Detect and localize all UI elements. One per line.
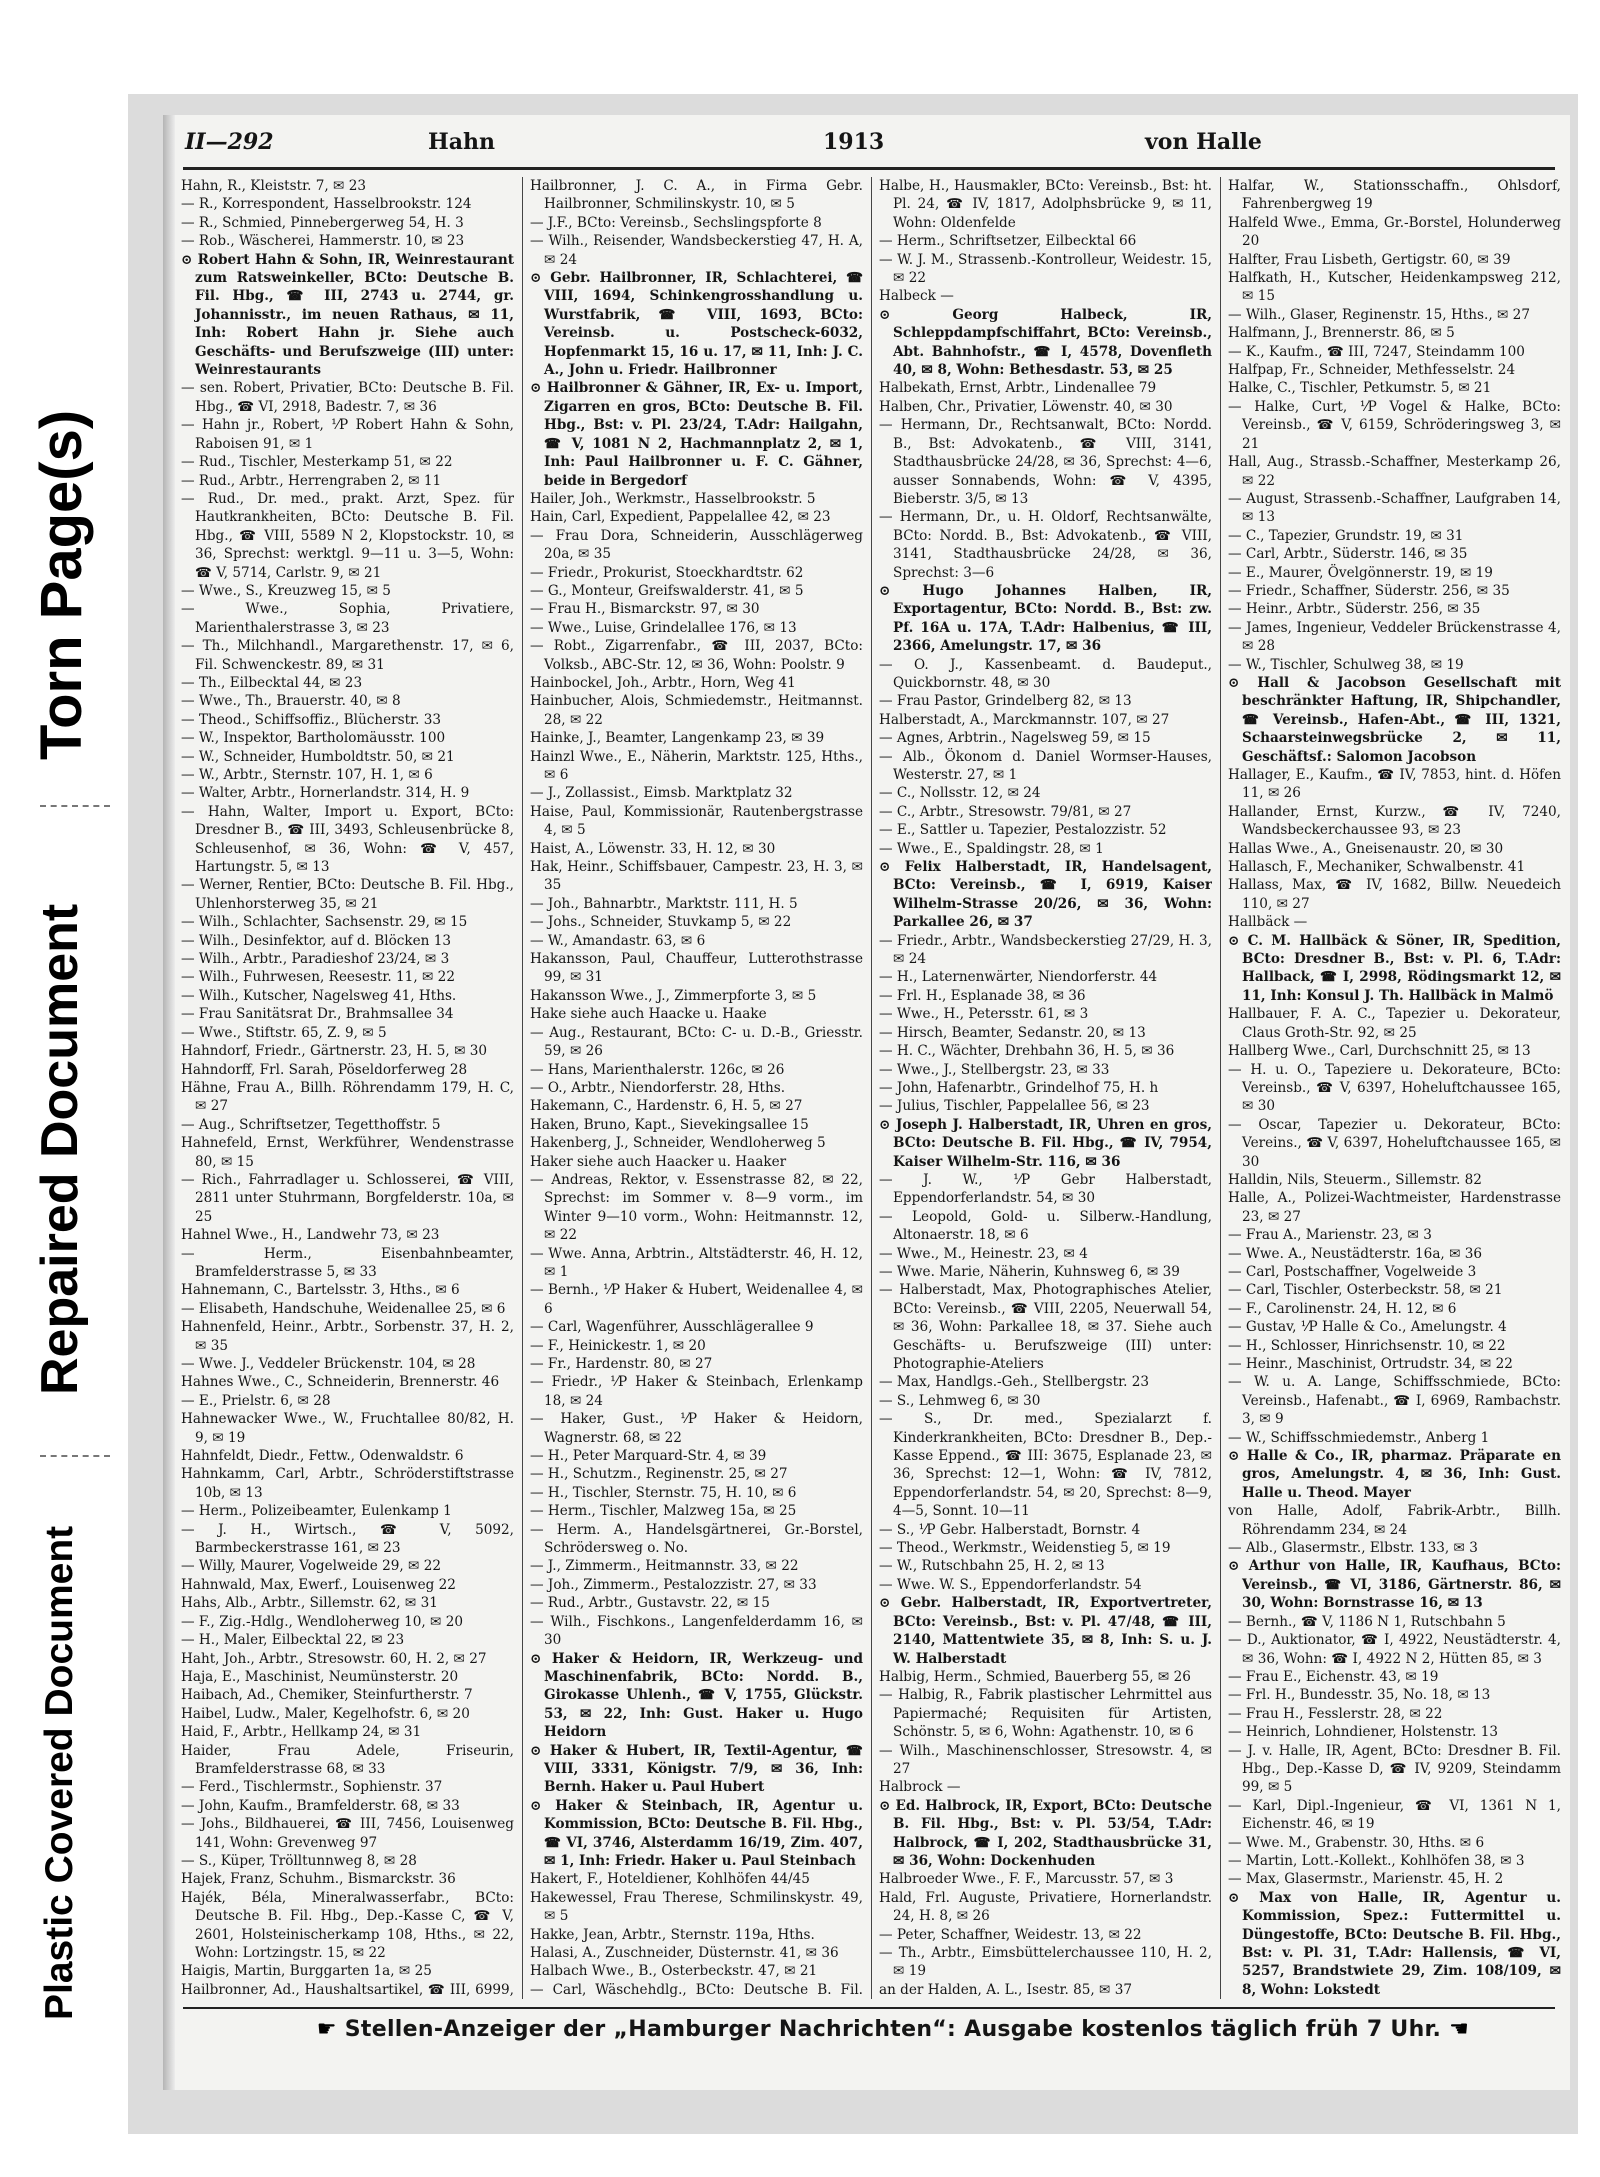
label-divider <box>40 805 110 807</box>
directory-entry: — Rich., Fahrradlager u. Schlosserei, ☎ VIII, 2811 unter Stuhrmann, Borgfelderstr. 10a, ✉ 25 <box>181 1171 514 1225</box>
directory-entry: Haken, Bruno, Kapt., Sievekingsallee 15 <box>530 1116 809 1133</box>
directory-entry: — J., Zimmerm., Heitmannstr. 33, ✉ 22 <box>530 1558 799 1575</box>
directory-entry: — W., Schiffsschmiedemstr., Anberg 1 <box>1228 1429 1490 1446</box>
directory-entry: Halbig, Herm., Schmied, Bauerberg 55, ✉ 26 <box>879 1668 1191 1685</box>
directory-entry: — Halke, Curt, ⅟P Vogel & Halke, BCto: Vereinsb., ☎ V, 6159, Schröderingsweg 3, ✉ 21 <box>1228 398 1561 452</box>
directory-entry: Hakansson, Paul, Chauffeur, Lutterothstrasse 99, ✉ 31 <box>530 951 863 986</box>
directory-entry: — F., Zig.-Hdlg., Wendloherweg 10, ✉ 20 <box>181 1613 464 1630</box>
directory-entry: Halbrock — <box>879 1779 961 1796</box>
directory-entry: — K., Kaufm., ☎ III, 7247, Steindamm 100 <box>1228 343 1525 360</box>
directory-entry: — Hirsch, Beamter, Sedanstr. 20, ✉ 13 <box>879 1024 1146 1041</box>
directory-entry: Halfeld Wwe., Emma, Gr.-Borstel, Holunderweg 20 <box>1228 214 1561 250</box>
directory-entry: Hajek, Franz, Schuhm., Bismarckstr. 36 <box>181 1871 456 1888</box>
directory-entry: — Friedr., Arbtr., Wandsbeckerstieg 27/29, H. 3, ✉ 24 <box>879 932 1212 968</box>
page-number: II—292 <box>185 129 274 155</box>
directory-entry: — W., Arbtr., Sternstr. 107, H. 1, ✉ 6 <box>181 767 433 783</box>
directory-entry: ⊙ Joseph J. Halberstadt, IR, Uhren en gros, BCto: Deutsche B. Fil. Hbg., ☎ IV, 7954, Kaiser Wilhelm-Str. 116, ✉ 36 <box>879 1116 1212 1170</box>
directory-entry: — O., Arbtr., Niendorferstr. 28, Hths. <box>530 1079 786 1096</box>
directory-entry: — R., Korrespondent, Hasselbrookstr. 124 <box>181 196 472 213</box>
directory-entry: Hakke, Jean, Arbtr., Sternstr. 119a, Hths. <box>530 1926 815 1943</box>
directory-entry: — Herm., Tischler, Malzweg 15a, ✉ 25 <box>530 1503 797 1520</box>
directory-entry: — H., Schlosser, Hinrichsenstr. 10, ✉ 22 <box>1228 1337 1506 1354</box>
directory-entry: — Th., Milchhandl., Margarethenstr. 17, ✉ 6, Fil. Schwenckestr. 89, ✉ 31 <box>181 638 514 673</box>
directory-entry: — Gustav, ⅟P Halle & Co., Amelungstr. 4 <box>1228 1319 1507 1336</box>
directory-entry: — Johs., Bildhauerei, ☎ III, 7456, Louisenweg 141, Wohn: Grevenweg 97 <box>181 1816 514 1851</box>
directory-entry: Halasi, A., Zuschneider, Düsternstr. 41, ✉ 36 <box>530 1945 839 1961</box>
directory-entry: Haibel, Ludw., Maler, Kegelhofstr. 6, ✉ 20 <box>181 1705 470 1722</box>
directory-entry: Hahndorff, Frl. Sarah, Pöseldorferweg 28 <box>181 1061 468 1078</box>
directory-entry: — W. J. M., Strassenb.-Kontrolleur, Weidestr. 15, ✉ 22 <box>879 251 1212 287</box>
directory-entry: — J., Zollassist., Eimsb. Marktplatz 32 <box>530 785 793 802</box>
directory-entry: — S., Küper, Trölltunnweg 8, ✉ 28 <box>181 1852 417 1869</box>
directory-entry: — Frau H., Bismarckstr. 97, ✉ 30 <box>530 601 760 618</box>
column-divider <box>1220 177 1221 1999</box>
directory-entry: — S., Dr. med., Spezialarzt f. Kinderkrankheiten, BCto: Dresdner B., Dep.-Kasse Eppend., ☎ III: 3675, Esplanade 23, ✉ 36, Sprechst: 12—1, Wohn: ☎ IV, 7812, Eppendorferlandstr. 54, ✉ 20, Sprechst: 8—9, 4—5, Sonnt. 10—11 <box>879 1411 1212 1520</box>
directory-entry: ⊙ Gebr. Halberstadt, IR, Exportvertreter, BCto: Vereinsb., Bst: v. Pl. 47/48, ☎ III, 2140, Mattentwiete 35, ✉ 8, Inh: S. u. J. W. Halberstadt <box>879 1595 1212 1667</box>
binding-shadow <box>163 115 175 2090</box>
directory-entry: Hahndorf, Friedr., Gärtnerstr. 23, H. 5, ✉ 30 <box>181 1043 488 1060</box>
directory-entry: — Rud., Tischler, Mesterkamp 51, ✉ 22 <box>181 454 453 471</box>
directory-entry: — Wwe., J., Stellbergstr. 23, ✉ 33 <box>879 1061 1110 1078</box>
column-1 <box>181 177 514 1999</box>
directory-entry: Hakewessel, Frau Therese, Schmilinskystr. 49, ✉ 5 <box>530 1889 863 1925</box>
directory-entry: — John, Hafenarbtr., Grindelhof 75, H. h <box>879 1079 1159 1096</box>
directory-entry: — James, Ingenieur, Veddeler Brückenstrasse 4, ✉ 28 <box>1228 619 1561 655</box>
directory-entry: Hähne, Frau A., Billh. Röhrendamm 179, H. C, ✉ 27 <box>181 1079 514 1115</box>
directory-entry: Hahnkamm, Carl, Arbtr., Schröderstiftstrasse 10b, ✉ 13 <box>181 1466 514 1501</box>
header-last-entry: von Halle <box>1145 129 1262 155</box>
directory-entry: — W., Tischler, Schulweg 38, ✉ 19 <box>1228 656 1464 673</box>
directory-entry: — Hahn jr., Robert, ⅟P Robert Hahn & Sohn, Raboisen 91, ✉ 1 <box>181 417 514 452</box>
column-divider <box>522 177 523 1999</box>
directory-entry: — Wwe. W. S., Eppendorferlandstr. 54 <box>879 1576 1142 1593</box>
directory-entry: — Friedr., Prokurist, Stoeckhardtstr. 62 <box>530 564 804 581</box>
directory-entry: — Walter, Arbtr., Hornerlandstr. 314, H. 9 <box>181 785 470 802</box>
directory-entry: — Herm. A., Handelsgärtnerei, Gr.-Borstel, Schrödersweg o. No. <box>530 1521 863 1557</box>
directory-entry: — Wilh., Schlachter, Sachsenstr. 29, ✉ 15 <box>181 914 468 931</box>
directory-entry: — Herm., Schriftsetzer, Eilbecktal 66 <box>879 233 1137 250</box>
directory-page <box>163 115 1570 2090</box>
directory-entry: — H., Maler, Eilbecktal 22, ✉ 23 <box>181 1632 405 1649</box>
label-divider <box>40 1455 110 1457</box>
directory-entry: Hak, Heinr., Schiffsbauer, Campestr. 23, H. 3, ✉ 35 <box>530 859 863 894</box>
directory-entry: — W., Inspektor, Bartholomäusstr. 100 <box>181 730 446 747</box>
directory-entry: ⊙ C. M. Hallbäck & Söner, IR, Spedition, BCto: Dresdner B., Bst: v. Pl. 6, T.Adr: Hallback, ☎ I, 2998, Rödingsmarkt 12, ✉ 11, Inh: Konsul J. Th. Hallbäck in Malmö <box>1228 932 1561 1004</box>
directory-entry: Hainbucher, Alois, Schmiedemstr., Heitmannst. 28, ✉ 22 <box>530 693 863 728</box>
directory-entry: Hald, Frl. Auguste, Privatiere, Hornerlandstr. 24, H. 8, ✉ 26 <box>879 1889 1212 1925</box>
directory-entry: — Herm., Polizeibeamter, Eulenkamp 1 <box>181 1503 452 1520</box>
column-divider <box>871 177 872 1999</box>
directory-entry: Hallas Wwe., A., Gneisenaustr. 20, ✉ 30 <box>1228 840 1504 857</box>
directory-entry: — Heinr., Arbtr., Süderstr. 256, ✉ 35 <box>1228 601 1481 618</box>
directory-entry: — August, Strassenb.-Schaffner, Laufgraben 14, ✉ 13 <box>1228 490 1561 526</box>
directory-entry: ⊙ Haker & Heidorn, IR, Werkzeug- und Maschinenfabrik, BCto: Nordd. B., Girokasse Uhlenh., ☎ V, 1755, Glückstr. 53, ✉ 22, Inh: Gust. Haker u. Hugo Heidorn <box>530 1650 863 1741</box>
directory-entry: — Alb., Glasermstr., Elbstr. 133, ✉ 3 <box>1228 1540 1478 1557</box>
directory-entry: — Carl, Postschaffner, Vogelweide 3 <box>1228 1263 1477 1280</box>
directory-entry: Hainzl Wwe., E., Näherin, Marktstr. 125, Hths., ✉ 6 <box>530 748 863 783</box>
directory-entry: — W., Rutschbahn 25, H. 2, ✉ 13 <box>879 1558 1105 1575</box>
directory-entry: Halke, C., Tischler, Petkumstr. 5, ✉ 21 <box>1228 380 1492 397</box>
directory-entry: — Frau Pastor, Grindelberg 82, ✉ 13 <box>879 693 1132 710</box>
directory-entry: — Wwe. A., Neustädterstr. 16a, ✉ 36 <box>1228 1245 1483 1262</box>
directory-entry: Halberstadt, A., Marckmannstr. 107, ✉ 27 <box>879 711 1170 728</box>
directory-entry: — Frl. H., Bundesstr. 35, No. 18, ✉ 13 <box>1228 1687 1491 1704</box>
directory-entry: — S., Lehmweg 6, ✉ 30 <box>879 1392 1041 1409</box>
page-header <box>185 129 1550 161</box>
directory-entry: Hajék, Béla, Mineralwasserfabr., BCto: Deutsche B. Fil. Hbg., Dep.-Kasse C, ☎ V, 2601, Holsteinischerkamp 108, Hths., ✉ 22, Wohn: Lortzingstr. 15, ✉ 22 <box>181 1889 514 1961</box>
directory-entry: an der Halden, A. L., Isestr. 85, ✉ 37 <box>879 1981 1133 1998</box>
directory-entry: ⊙ Robert Hahn & Sohn, IR, Weinrestaurant zum Ratsweinkeller, BCto: Deutsche B. Fil. Hbg., ☎ III, 2743 u. 2744, gr. Johannisstr., im neuen Rathaus, ✉ 11, Inh: Robert Hahn jr. Siehe auch Geschäfts- und Berufszweige (III) unter: Weinrestaurants <box>181 251 514 379</box>
directory-entry: — Frau A., Marienstr. 23, ✉ 3 <box>1228 1227 1432 1244</box>
directory-entry: — Wwe., H., Petersstr. 61, ✉ 3 <box>879 1006 1089 1023</box>
directory-entry: Halbach Wwe., B., Osterbeckstr. 47, ✉ 21 <box>530 1963 818 1980</box>
directory-entry: ⊙ Halle & Co., IR, pharmaz. Präparate en gros, Amelungstr. 4, ✉ 36, Inh: Gust. Halle u. Theod. Mayer <box>1228 1448 1561 1501</box>
directory-entry: ⊙ Georg Halbeck, IR, Schleppdampfschiffahrt, BCto: Vereinsb., Abt. Bahnhofstr., ☎ I, 4578, Dovenfleth 40, ✉ 8, Wohn: Bethesdastr. 53, ✉ 25 <box>879 306 1212 379</box>
directory-entry: — Wwe., Th., Brauerstr. 40, ✉ 8 <box>181 693 401 710</box>
directory-entry: Hahnes Wwe., C., Schneiderin, Brennerstr. 46 <box>181 1374 500 1391</box>
directory-entry: — Wilh., Glaser, Reginenstr. 15, Hths., ✉ 27 <box>1228 306 1530 323</box>
directory-entry: Haigis, Martin, Burggarten 1a, ✉ 25 <box>181 1963 432 1980</box>
plastic-covered-label: Plastic Covered Document <box>38 1525 81 2020</box>
directory-entry: — John, Kaufm., Bramfelderstr. 68, ✉ 33 <box>181 1797 460 1814</box>
directory-entry: — F., Heinickestr. 1, ✉ 20 <box>530 1337 706 1354</box>
directory-entry: — D., Auktionator, ☎ I, 4922, Neustädterstr. 4, ✉ 36, Wohn: ☎ I, 4922 N 2, Hütten 85, ✉ 3 <box>1228 1632 1561 1667</box>
directory-entry: — E., Maurer, Övelgönnerstr. 19, ✉ 19 <box>1228 564 1493 581</box>
directory-entry: — Th., Eilbecktal 44, ✉ 23 <box>181 674 363 691</box>
directory-entry: — O. J., Kassenbeamt. d. Baudeput., Quickbornstr. 48, ✉ 30 <box>879 656 1212 691</box>
directory-entry: — W., Amandastr. 63, ✉ 6 <box>530 932 706 949</box>
directory-entry: — Wwe. Marie, Näherin, Kuhnsweg 6, ✉ 39 <box>879 1263 1180 1280</box>
directory-entry: — Andreas, Rektor, v. Essenstrasse 82, ✉ 22, Sprechst: im Sommer v. 8—9 vorm., im Winter 9—10 vorm., Wohn: Heitmannstr. 12, ✉ 22 <box>530 1171 863 1244</box>
directory-entry: — Frau Sanitätsrat Dr., Brahmsallee 34 <box>181 1006 454 1023</box>
directory-entry: Hailbronner, Ad., Haushaltsartikel, ☎ III, 6999, <box>181 1981 514 1998</box>
directory-entry: — J. H., Wirtsch., ☎ V, 5092, Barmbeckerstrasse 161, ✉ 23 <box>181 1521 514 1557</box>
directory-entry: — Bernh., ☎ V, 1186 N 1, Rutschbahn 5 <box>1228 1613 1506 1630</box>
directory-entry: Haist, A., Löwenstr. 33, H. 12, ✉ 30 <box>530 840 776 857</box>
directory-entry: Hallager, E., Kaufm., ☎ IV, 7853, hint. d. Höfen 11, ✉ 26 <box>1228 767 1561 802</box>
directory-entry: Hailer, Joh., Werkmstr., Hasselbrookstr. 5 <box>530 490 816 507</box>
directory-entry: — Friedr., ⅟P Haker & Steinbach, Erlenkamp 18, ✉ 24 <box>530 1374 863 1409</box>
directory-entry: Halfkath, H., Kutscher, Heidenkampsweg 212, ✉ 15 <box>1228 270 1561 305</box>
directory-entry: — Max, Handlgs.-Geh., Stellbergstr. 23 <box>879 1374 1150 1391</box>
directory-entry: Halldin, Nils, Steuerm., Sillemstr. 82 <box>1228 1171 1482 1188</box>
directory-entry: Hakenberg, J., Schneider, Wendloherweg 5 <box>530 1135 826 1152</box>
directory-entry: Hallasch, F., Mechaniker, Schwalbenstr. 41 <box>1228 859 1526 876</box>
directory-entry: — Martin, Lott.-Kollekt., Kohlhöfen 38, ✉ 3 <box>1228 1852 1525 1869</box>
repaired-document-label: Repaired Document <box>31 903 89 1395</box>
directory-entry: — Robt., Zigarrenfabr., ☎ III, 2037, BCto: Volksb., ABC-Str. 12, ✉ 36, Wohn: Poolstr. 9 <box>530 638 863 673</box>
directory-entry: — Heinrich, Lohndiener, Holstenstr. 13 <box>1228 1724 1499 1741</box>
directory-entry: — Wilh., Fischkons., Langenfelderdamm 16, ✉ 30 <box>530 1613 863 1649</box>
column-3 <box>879 177 1212 1999</box>
directory-entry: — Frau E., Eichenstr. 43, ✉ 19 <box>1228 1668 1439 1685</box>
directory-entry: Haibach, Ad., Chemiker, Steinfurtherstr. 7 <box>181 1687 473 1704</box>
directory-entry: Halbekath, Ernst, Arbtr., Lindenallee 79 <box>879 380 1157 397</box>
directory-entry: Hallberg Wwe., Carl, Durchschnitt 25, ✉ 13 <box>1228 1043 1531 1060</box>
directory-entry: ⊙ Gebr. Hailbronner, IR, Schlachterei, ☎ VIII, 1694, Schinkengrosshandlung u. Wurstfabrik, ☎ VIII, 1693, BCto: Vereinsb. u. Postscheck-6032, Hopfenmarkt 15, 16 u. 17, ✉ 11, Inh: J. C. A., John u. Friedr. Hailbronner <box>530 270 863 379</box>
directory-entry: Haid, F., Arbtr., Hellkamp 24, ✉ 31 <box>181 1724 422 1741</box>
condition-labels-strip <box>0 0 125 2177</box>
directory-entry: — E., Prielstr. 6, ✉ 28 <box>181 1392 331 1409</box>
directory-entry: — E., Sattler u. Tapezier, Pestalozzistr. 52 <box>879 822 1167 839</box>
page-footer <box>233 2017 1553 2042</box>
directory-entry: — Wilh., Maschinenschlosser, Stresowstr. 4, ✉ 27 <box>879 1742 1212 1777</box>
directory-entry: Haker siehe auch Haacker u. Haaker <box>530 1153 787 1170</box>
directory-entry: Hakemann, C., Hardenstr. 6, H. 5, ✉ 27 <box>530 1098 803 1115</box>
directory-entry: Hall, Aug., Strassb.-Schaffner, Mesterkamp 26, ✉ 22 <box>1228 454 1561 489</box>
directory-entry: — Wwe., Sophia, Privatiere, Marienthalerstrasse 3, ✉ 23 <box>181 601 514 636</box>
directory-entry: ⊙ Hall & Jacobson Gesellschaft mit beschränkter Haftung, IR, Shipchandler, ☎ Vereinsb., Hafen-Abt., ☎ III, 1321, Schaarsteinwegsbrücke 2, ✉ 11, Geschäftsf.: Salomon Jacobson <box>1228 674 1561 765</box>
directory-entry: — Werner, Rentier, BCto: Deutsche B. Fil. Hbg., Uhlenhorsterweg 35, ✉ 21 <box>181 877 514 912</box>
directory-entry: — Joh., Zimmerm., Pestalozzistr. 27, ✉ 33 <box>530 1576 817 1593</box>
footer-advert-text: Stellen-Anzeiger der „Hamburger Nachrichten“: Ausgabe kostenlos täglich früh 7 Uhr. <box>344 2017 1442 2042</box>
directory-entry: — C., Tapezier, Grundstr. 19, ✉ 31 <box>1228 527 1464 544</box>
directory-entry: — Joh., Bahnarbtr., Marktstr. 111, H. 5 <box>530 895 798 912</box>
directory-entry: Hallander, Ernst, Kurzw., ☎ IV, 7240, Wandsbeckerchaussee 93, ✉ 23 <box>1228 803 1561 839</box>
directory-entry: — Oscar, Tapezier u. Dekorateur, BCto: Vereins., ☎ V, 6397, Hoheluftchaussee 165, ✉ 30 <box>1228 1116 1561 1170</box>
directory-entry: — Aug., Schriftsetzer, Tegetthoffstr. 5 <box>181 1116 441 1133</box>
directory-entry: — Wilh., Desinfektor, auf d. Blöcken 13 <box>181 932 452 949</box>
directory-entry: — Th., Arbtr., Eimsbüttelerchaussee 110, H. 2, ✉ 19 <box>879 1945 1212 1980</box>
directory-entry: Hailbronner, J. C. A., in Firma Gebr. Hailbronner, Schmilinskystr. 10, ✉ 5 <box>530 178 863 213</box>
directory-entry: — Willy, Maurer, Vogelweide 29, ✉ 22 <box>181 1558 442 1575</box>
directory-entry: Hahn, R., Kleiststr. 7, ✉ 23 <box>181 178 367 194</box>
directory-entry: — Wwe., S., Kreuzweg 15, ✉ 5 <box>181 582 391 599</box>
directory-entry: — Carl, Wäschehdlg., BCto: Deutsche B. Fil. <box>530 1981 863 1998</box>
directory-entry: — Wwe., E., Spaldingstr. 28, ✉ 1 <box>879 840 1104 857</box>
directory-entry: — Bernh., ⅟P Haker & Hubert, Weidenallee 4, ✉ 6 <box>530 1282 863 1317</box>
directory-entry: Hainke, J., Beamter, Langenkamp 23, ✉ 39 <box>530 730 825 747</box>
directory-entry: — Friedr., Schaffner, Süderstr. 256, ✉ 35 <box>1228 582 1510 599</box>
pointing-hand-icon: ☚ <box>1449 2017 1470 2042</box>
column-4 <box>1228 177 1561 1999</box>
directory-entry: — C., Nollsstr. 12, ✉ 24 <box>879 785 1041 802</box>
directory-entry: Hainbockel, Joh., Arbtr., Horn, Weg 41 <box>530 674 796 691</box>
directory-entry: Hallbauer, F. A. C., Tapezier u. Dekorateur, Claus Groth-Str. 92, ✉ 25 <box>1228 1006 1561 1041</box>
directory-entry: — Wilh., Reisender, Wandsbeckerstieg 47, H. A, ✉ 24 <box>530 233 863 268</box>
directory-entry: Haise, Paul, Kommissionär, Rautenbergstrasse 4, ✉ 5 <box>530 803 863 839</box>
directory-entry: — Alb., Ökonom d. Daniel Wormser-Hauses, Westerstr. 27, ✉ 1 <box>879 748 1212 783</box>
directory-entry: Hakert, F., Hoteldiener, Kohlhöfen 44/45 <box>530 1871 810 1888</box>
directory-entry: Halle, A., Polizei-Wachtmeister, Hardenstrasse 23, ✉ 27 <box>1228 1190 1561 1225</box>
header-rule <box>183 167 1555 170</box>
directory-entry: — H., Tischler, Sternstr. 75, H. 10, ✉ 6 <box>530 1484 797 1501</box>
directory-entry: — Herm., Eisenbahnbeamter, Bramfelderstrasse 5, ✉ 33 <box>181 1245 514 1280</box>
directory-entry: — J. W., ⅟P Gebr Halberstadt, Eppendorferlandstr. 54, ✉ 30 <box>879 1171 1212 1207</box>
directory-entry: Hahs, Alb., Arbtr., Sillemstr. 62, ✉ 31 <box>181 1595 438 1612</box>
directory-entry: — C., Arbtr., Stresowstr. 79/81, ✉ 27 <box>879 803 1132 820</box>
directory-entry: — Rud., Arbtr., Herrengraben 2, ✉ 11 <box>181 472 442 489</box>
directory-entry: — Johs., Schneider, Stuvkamp 5, ✉ 22 <box>530 914 792 931</box>
directory-entry: ⊙ Haker & Hubert, IR, Textil-Agentur, ☎ VIII, 3331, Königstr. 7/9, ✉ 36, Inh: Bernh. Haker u. Paul Hubert <box>530 1742 863 1796</box>
directory-entry: Hahnenfeld, Heinr., Arbtr., Sorbenstr. 37, H. 2, ✉ 35 <box>181 1319 514 1354</box>
directory-entry: — Wwe. M., Grabenstr. 30, Hths. ✉ 6 <box>1228 1834 1485 1851</box>
directory-entry: Hake siehe auch Haacke u. Haake <box>530 1006 767 1023</box>
directory-entry: ⊙ Felix Halberstadt, IR, Handelsagent, BCto: Vereinsb., ☎ I, 6919, Kaiser Wilhelm-Strasse 20/26, ✉ 36, Wohn: Parkallee 26, ✉ 37 <box>879 859 1212 931</box>
directory-entry: — Elisabeth, Handschuhe, Weidenallee 25, ✉ 6 <box>181 1300 506 1317</box>
directory-entry: Halbe, H., Hausmakler, BCto: Vereinsb., Bst: ht. Pl. 24, ☎ IV, 1817, Adolphsbrücke 9, ✉ 11, Wohn: Oldenfelde <box>879 178 1212 231</box>
directory-entry: — Frau H., Fesslerstr. 28, ✉ 22 <box>1228 1705 1443 1722</box>
directory-entry: — H., Schutzm., Reginenstr. 25, ✉ 27 <box>530 1466 788 1483</box>
directory-entry: Haht, Joh., Arbtr., Stresowstr. 60, H. 2, ✉ 27 <box>181 1650 487 1667</box>
directory-columns <box>181 177 1559 1999</box>
directory-entry: — Wwe., Stiftstr. 65, Z. 9, ✉ 5 <box>181 1024 387 1041</box>
footer-rule <box>183 2007 1555 2009</box>
directory-entry: — Hans, Marienthalerstr. 126c, ✉ 26 <box>530 1061 785 1078</box>
directory-entry: — sen. Robert, Privatier, BCto: Deutsche B. Fil. Hbg., ☎ VI, 2918, Badestr. 7, ✉ 36 <box>181 380 514 415</box>
directory-entry: Hahnwald, Max, Ewerf., Louisenweg 22 <box>181 1576 456 1593</box>
directory-entry: Hain, Carl, Expedient, Pappelallee 42, ✉ 23 <box>530 509 831 526</box>
directory-entry: — Max, Glasermstr., Marienstr. 45, H. 2 <box>1228 1871 1504 1888</box>
directory-entry: Hahnewacker Wwe., W., Fruchtallee 80/82, H. 9, ✉ 19 <box>181 1411 514 1446</box>
directory-entry: ⊙ Hailbronner & Gähner, IR, Ex- u. Import, Zigarren en gros, BCto: Deutsche B. Fil. Hbg., Bst: v. Pl. 23/24, T.Adr: Hailgahn, ☎ V, 1081 N 2, Hachmannplatz 2, ✉ 1, Inh: Paul Hailbronner u. F. C. Gähner, beide in Bergedorf <box>530 380 863 489</box>
directory-entry: — Rud., Arbtr., Gustavstr. 22, ✉ 15 <box>530 1595 770 1612</box>
directory-entry: ⊙ Max von Halle, IR, Agentur u. Kommission, Spez.: Futtermittel u. Düngestoffe, BCto: Deutsche B. Fil. Hbg., Bst: v. Pl. 31, T.Adr: Hallensis, ☎ VI, 5257, Brandstwiete 29, Zim. 108/109, ✉ 8, Wohn: Lokstedt <box>1228 1889 1561 1998</box>
directory-entry: — Fr., Hardenstr. 80, ✉ 27 <box>530 1356 713 1372</box>
directory-entry: — Rud., Dr. med., prakt. Arzt, Spez. für Hautkrankheiten, BCto: Deutsche B. Fil. Hbg., ☎ VIII, 5589 N 2, Klopstockstr. 10, ✉ 36, Sprechst: werktgl. 9—11 u. 3—5, Wohn: ☎ V, 5714, Carlstr. 9, ✉ 21 <box>181 490 514 581</box>
directory-entry: — H. u. O., Tapeziere u. Dekorateure, BCto: Vereinsb., ☎ V, 6397, Hoheluftchaussee 165, ✉ 30 <box>1228 1061 1561 1115</box>
directory-entry: — Carl, Tischler, Osterbeckstr. 58, ✉ 21 <box>1228 1282 1503 1299</box>
directory-entry: — Leopold, Gold- u. Silberw.-Handlung, Altonaerstr. 18, ✉ 6 <box>879 1208 1212 1244</box>
directory-entry: Hakansson Wwe., J., Zimmerpforte 3, ✉ 5 <box>530 987 817 1004</box>
directory-entry: — Carl, Arbtr., Süderstr. 146, ✉ 35 <box>1228 546 1468 563</box>
directory-entry: ⊙ Ed. Halbrock, IR, Export, BCto: Deutsche B. Fil. Hbg., Bst: v. Pl. 53/54, T.Adr: Halbrock, ☎ I, 202, Stadthausbrücke 31, ✉ 36, Wohn: Dockenhuden <box>879 1797 1212 1869</box>
directory-entry: — Wilh., Fuhrwesen, Reesestr. 11, ✉ 22 <box>181 969 455 986</box>
column-2 <box>530 177 863 1999</box>
header-first-entry: Hahn <box>428 129 496 155</box>
directory-entry: — Rob., Wäscherei, Hammerstr. 10, ✉ 23 <box>181 233 465 250</box>
directory-entry: Halfar, W., Stationsschaffn., Ohlsdorf, Fahrenbergweg 19 <box>1228 178 1561 213</box>
directory-entry: — Julius, Tischler, Pappelallee 56, ✉ 23 <box>879 1098 1150 1115</box>
directory-entry: — R., Schmied, Pinnebergerweg 54, H. 3 <box>181 214 464 231</box>
directory-entry: ⊙ Haker & Steinbach, IR, Agentur u. Kommission, BCto: Deutsche B. Fil. Hbg., ☎ VI, 3746, Alsterdamm 16/19, Zim. 407, ✉ 1, Inh: Friedr. Haker u. Paul Steinbach <box>530 1797 863 1869</box>
directory-entry: Hallbäck — <box>1228 914 1308 931</box>
directory-entry: Halfpap, Fr., Schneider, Methfesselstr. 24 <box>1228 362 1516 379</box>
directory-entry: — Wwe., Luise, Grindelallee 176, ✉ 13 <box>530 619 797 636</box>
directory-entry: — S., ⅟P Gebr. Halberstadt, Bornstr. 4 <box>879 1521 1141 1538</box>
directory-entry: — Wilh., Arbtr., Paradieshof 23/24, ✉ 3 <box>181 951 450 968</box>
directory-entry: — H. C., Wächter, Drehbahn 36, H. 5, ✉ 36 <box>879 1043 1175 1060</box>
directory-entry: — W., Schneider, Humboldtstr. 50, ✉ 21 <box>181 748 455 765</box>
directory-entry: — Ferd., Tischlermstr., Sophienstr. 37 <box>181 1779 443 1796</box>
directory-entry: Haja, E., Maschinist, Neumünsterstr. 20 <box>181 1668 459 1685</box>
directory-entry: — Wilh., Kutscher, Nagelsweg 41, Hths. <box>181 987 457 1004</box>
directory-entry: — H., Peter Marquard-Str. 4, ✉ 39 <box>530 1448 767 1465</box>
directory-entry: Halfmann, J., Brennerstr. 86, ✉ 5 <box>1228 325 1455 342</box>
directory-entry: Halfter, Frau Lisbeth, Gertigstr. 60, ✉ 39 <box>1228 251 1511 268</box>
directory-entry: Hahnemann, C., Bartelsstr. 3, Hths., ✉ 6 <box>181 1282 460 1299</box>
directory-entry: — Wwe. J., Veddeler Brückenstr. 104, ✉ 28 <box>181 1356 476 1372</box>
header-year: 1913 <box>823 129 885 155</box>
directory-entry: Halbroeder Wwe., F. F., Marcusstr. 57, ✉ 3 <box>879 1871 1174 1888</box>
directory-entry: — H., Laternenwärter, Niendorferstr. 44 <box>879 969 1158 986</box>
directory-entry: — Hermann, Dr., u. H. Oldorf, Rechtsanwälte, BCto: Nordd. B., Bst: Advokatenb., ☎ VIII, 3141, Stadthausbrücke 24/28, ✉ 36, Sprechst: 3—6 <box>879 509 1212 581</box>
directory-entry: — Theod., Werkmstr., Weidenstieg 5, ✉ 19 <box>879 1540 1171 1557</box>
directory-entry: Halbeck — <box>879 288 954 305</box>
directory-entry: — Wwe., M., Heinestr. 23, ✉ 4 <box>879 1245 1088 1262</box>
directory-entry: — Theod., Schiffsoffiz., Blücherstr. 33 <box>181 711 441 728</box>
directory-entry: von Halle, Adolf, Fabrik-Arbtr., Billh. Röhrendamm 234, ✉ 24 <box>1228 1503 1561 1538</box>
directory-entry: Hahnel Wwe., H., Landwehr 73, ✉ 23 <box>181 1227 440 1244</box>
directory-entry: Hahnfeldt, Diedr., Fettw., Odenwaldstr. 6 <box>181 1448 464 1465</box>
directory-entry: — Halbig, R., Fabrik plastischer Lehrmittel aus Papiermaché; Requisiten für Artisten, Schönstr. 5, ✉ 6, Wohn: Agathenstr. 10, ✉ 6 <box>879 1687 1212 1741</box>
directory-entry: ⊙ Arthur von Halle, IR, Kaufhaus, BCto: Vereinsb., ☎ VI, 3186, Gärtnerstr. 86, ✉ 30, Wohn: Bornstrasse 16, ✉ 13 <box>1228 1558 1561 1612</box>
directory-entry: Hahnefeld, Ernst, Werkführer, Wendenstrasse 80, ✉ 15 <box>181 1135 514 1170</box>
directory-entry: — Aug., Restaurant, BCto: C- u. D.-B., Griesstr. 59, ✉ 26 <box>530 1024 863 1060</box>
directory-entry: Haider, Frau Adele, Friseurin, Bramfelderstrasse 68, ✉ 33 <box>181 1742 514 1777</box>
directory-entry: — Haker, Gust., ⅟P Haker & Heidorn, Wagnerstr. 68, ✉ 22 <box>530 1411 863 1446</box>
directory-entry: — Frau Dora, Schneiderin, Ausschlägerweg 20a, ✉ 35 <box>530 527 863 563</box>
directory-entry: — Wwe. Anna, Arbtrin., Altstädterstr. 46, H. 12, ✉ 1 <box>530 1245 863 1280</box>
directory-entry: — Hermann, Dr., Rechtsanwalt, BCto: Nordd. B., Bst: Advokatenb., ☎ VIII, 3141, Stadthausbrücke 24/28, ✉ 36, Sprechst: 4—6, ausser Sonnabends, Wohn: ☎ V, 4395, Bieberstr. 3/5, ✉ 13 <box>879 417 1212 507</box>
directory-entry: — Agnes, Arbtrin., Nagelsweg 59, ✉ 15 <box>879 730 1151 747</box>
directory-entry: — Heinr., Maschinist, Ortrudstr. 34, ✉ 22 <box>1228 1356 1513 1372</box>
directory-entry: — Hahn, Walter, Import u. Export, BCto: Dresdner B., ☎ III, 3493, Schleusenbrücke 8, Schleusenhof, ✉ 36, Wohn: ☎ V, 457, Hartungstr. 5, ✉ 13 <box>181 803 514 876</box>
pointing-hand-icon: ☛ <box>316 2017 337 2042</box>
directory-entry: — Carl, Wagenführer, Ausschlägerallee 9 <box>530 1319 814 1336</box>
directory-entry: Hallass, Max, ☎ IV, 1682, Billw. Neuedeich 110, ✉ 27 <box>1228 877 1561 912</box>
directory-entry: — Karl, Dipl.-Ingenieur, ☎ VI, 1361 N 1, Eichenstr. 46, ✉ 19 <box>1228 1797 1561 1833</box>
directory-entry: — Peter, Schaffner, Weidestr. 13, ✉ 22 <box>879 1926 1142 1943</box>
directory-entry: — Frl. H., Esplanade 38, ✉ 36 <box>879 987 1086 1004</box>
directory-entry: ⊙ Hugo Johannes Halben, IR, Exportagentur, BCto: Nordd. B., Bst: zw. Pf. 16A u. 17A, T.Adr: Halbenius, ☎ III, 2366, Amelungstr. 17, ✉ 36 <box>879 582 1212 655</box>
directory-entry: — W. u. A. Lange, Schiffsschmiede, BCto: Vereinsb., Hafenabt., ☎ I, 6969, Rambachstr. 3, ✉ 9 <box>1228 1374 1561 1428</box>
torn-pages-label: Torn Page(s) <box>29 409 94 760</box>
directory-entry: — J. v. Halle, IR, Agent, BCto: Dresdner B. Fil. Hbg., Dep.-Kasse D, ☎ IV, 9209, Steindamm 99, ✉ 5 <box>1228 1742 1561 1796</box>
directory-entry: Halben, Chr., Privatier, Löwenstr. 40, ✉ 30 <box>879 398 1173 415</box>
directory-entry: — Halberstadt, Max, Photographisches Atelier, BCto: Vereinsb., ☎ VIII, 2205, Neuerwall 54, ✉ 36, Wohn: Parkallee 18, ✉ 37. Siehe auch Geschäfts- u. Berufszweige (III) unter: Photographie-Ateliers <box>879 1282 1212 1372</box>
directory-entry: — G., Monteur, Greifswalderstr. 41, ✉ 5 <box>530 582 804 599</box>
directory-entry: — F., Carolinenstr. 24, H. 12, ✉ 6 <box>1228 1300 1457 1317</box>
directory-entry: — J.F., BCto: Vereinsb., Sechslingspforte 8 <box>530 214 822 231</box>
